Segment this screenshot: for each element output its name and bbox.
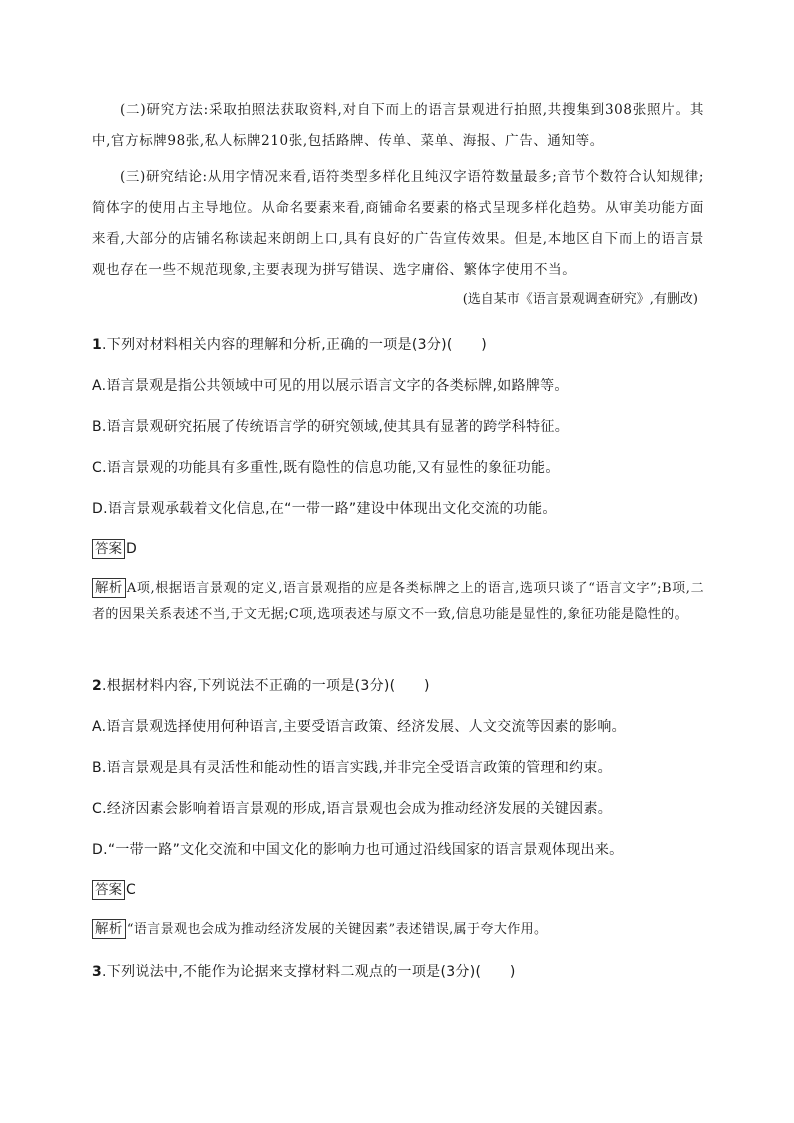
material-paragraph-method: (二)研究方法:采取拍照法获取资料,对自下而上的语言景观进行拍照,共搜集到308张照片。其中,官方标牌98张,私人标牌210张,包括路牌、传单、菜单、海报、广告、通知等。	[92, 102, 704, 149]
explain-tag: 解析	[92, 919, 126, 939]
question-1-option-d: D.语言景观承载着文化信息,在“一带一路”建设中体现出文化交流的功能。	[92, 501, 557, 517]
question-1-option-a: A.语言景观是指公共领域中可见的用以展示语言文字的各类标牌,如路牌等。	[92, 378, 569, 394]
question-1-stem: 1.下列对材料相关内容的理解和分析,正确的一项是(3分)( )	[92, 337, 488, 353]
question-2-option-b: B.语言景观是具有灵活性和能动性的语言实践,并非完全受语言政策的管理和约束。	[92, 760, 612, 776]
material-paragraph-conclusion: (三)研究结论:从用字情况来看,语符类型多样化且纯汉字语符数量最多;音节个数符合认知规律;简体字的使用占主导地位。从命名要素来看,商铺命名要素的格式呈现多样化趋势。从审美功能方面来看,大部分的店铺名称读起来朗朗上口,具有良好的广告宣传效果。但是,本地区自下而上的语言景观也存在一些不规范现象,主要表现为拼写错误、选字庸俗、繁体字使用不当。	[92, 169, 704, 278]
material-source: (选自某市《语言景观调查研究》,有删改)	[462, 292, 698, 307]
question-2-answer	[92, 879, 136, 901]
question-1-option-b: B.语言景观研究拓展了传统语言学的研究领域,使其具有显著的跨学科特征。	[92, 419, 570, 435]
question-2-option-a: A.语言景观选择使用何种语言,主要受语言政策、经济发展、人文交流等因素的影响。	[92, 719, 626, 735]
question-2-explanation	[92, 917, 704, 943]
answer-tag: 答案	[92, 539, 125, 559]
answer-value: D	[126, 541, 137, 557]
explain-tag: 解析	[92, 578, 126, 598]
question-3-stem: 3.下列说法中,不能作为论据来支撑材料二观点的一项是(3分)( )	[92, 964, 516, 980]
question-2-stem: 2.根据材料内容,下列说法不正确的一项是(3分)( )	[92, 678, 430, 694]
question-1-answer	[92, 538, 137, 560]
explain-text: A项,根据语言景观的定义,语言景观指的应是各类标牌之上的语言,选项只谈了“语言文字”;B项,二者的因果关系表述不当,于文无据;C项,选项表述与原文不一致,信息功能是显性的,象征功能是隐性的。	[92, 581, 704, 622]
question-1-explanation	[92, 576, 704, 628]
explain-text: “语言景观也会成为推动经济发展的关键因素”表述错误,属于夸大作用。	[126, 922, 548, 937]
question-2-option-c: C.经济因素会影响着语言景观的形成,语言景观也会成为推动经济发展的关键因素。	[92, 801, 613, 817]
answer-value: C	[126, 882, 136, 898]
question-1-option-c: C.语言景观的功能具有多重性,既有隐性的信息功能,又有显性的象征功能。	[92, 460, 560, 476]
question-2-option-d: D.“一带一路”文化交流和中国文化的影响力也可通过沿线国家的语言景观体现出来。	[92, 842, 624, 858]
answer-tag: 答案	[92, 880, 125, 900]
